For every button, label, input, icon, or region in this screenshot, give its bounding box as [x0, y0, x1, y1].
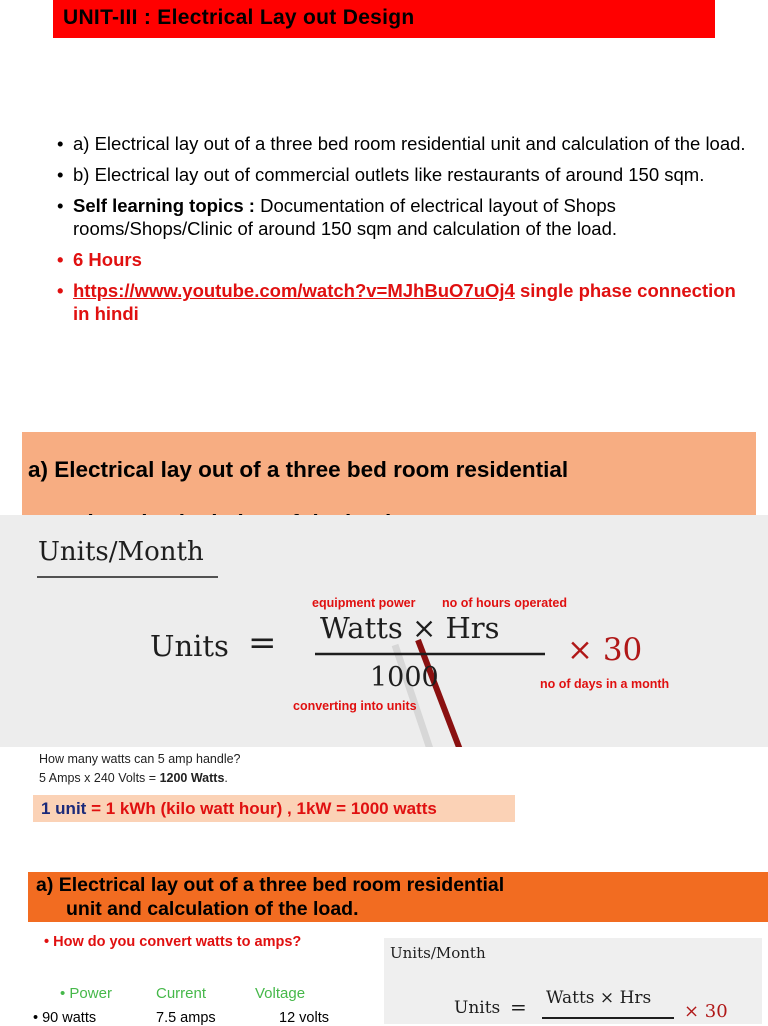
board-lhs: Units: [150, 629, 229, 663]
convert-question: [44, 934, 301, 950]
header-voltage: Voltage: [255, 985, 306, 1002]
note-days-month: no of days in a month: [540, 677, 670, 691]
board2-lhs: Units: [454, 998, 501, 1018]
slide3-title-line2: unit and calculation of the load.: [66, 898, 359, 920]
slide2-title-line1: a) Electrical lay out of a three bed room residential: [28, 457, 569, 482]
formula-board-image: [0, 515, 768, 747]
unit-definition-text: = 1 kWh (kilo watt hour) , 1kW = 1000 watts: [86, 799, 437, 818]
convert-question-text: How do you convert watts to amps?: [53, 934, 302, 950]
slide1-title: UNIT-III : Electrical Lay out Design: [53, 0, 715, 38]
bullet-hours: • 6 Hours: [57, 249, 142, 270]
bullet-b-text: b) Electrical lay out of commercial outlets like restaurants of around 150 sqm.: [73, 164, 705, 185]
convert-question-bullet: •: [44, 934, 54, 950]
hours-text: 6 Hours: [73, 249, 142, 270]
header-current: Current: [156, 985, 207, 1002]
info-calculation: [39, 771, 228, 785]
board2-numerator: Watts × Hrs: [546, 988, 652, 1008]
note-equipment-power: equipment power: [312, 596, 416, 610]
link-suffix: single phase connection in hindi: [73, 280, 736, 324]
row-power-text: 90 watts: [42, 1010, 97, 1026]
info-calc-result: 1200 Watts: [159, 771, 225, 785]
board-heading: Units/Month: [38, 537, 204, 567]
board2-equals: =: [510, 995, 527, 1019]
bullet-link: • https://www.youtube.com/watch?v=MJhBuO7uOj4 single phase connection in hindi: [57, 280, 736, 324]
bullet-self-learning: • Self learning topics : Documentation of electrical layout of Shops rooms/Shops/Clinic of around 150 sqm and calculation of the load.: [57, 195, 618, 239]
info-calc-prefix: 5 Amps x 240 Volts =: [39, 771, 160, 785]
row-current: 7.5 amps: [156, 1010, 216, 1026]
slide3-title-line1: a) Electrical lay out of a three bed room residential: [36, 874, 505, 896]
note-hours-operated: no of hours operated: [442, 596, 567, 610]
row-voltage: 12 volts: [279, 1010, 329, 1026]
bullet-a-text: a) Electrical lay out of a three bed room residential unit and calculation of the load.: [73, 133, 746, 154]
formula-board-image-small: [384, 938, 762, 1024]
header-power-text: Power: [69, 985, 112, 1002]
board-denominator: 1000: [370, 662, 439, 693]
board2-heading: Units/Month: [390, 944, 486, 962]
info-question: How many watts can 5 amp handle?: [39, 752, 241, 766]
board2-multiplier: × 30: [684, 1001, 728, 1022]
unit-definition-box: [33, 795, 515, 822]
unit-label: 1 unit: [41, 799, 87, 818]
self-learning-label: Self learning topics :: [73, 195, 255, 216]
row-power: • 90 watts: [33, 1010, 97, 1026]
note-converting-units: converting into units: [293, 699, 417, 713]
youtube-link[interactable]: https://www.youtube.com/watch?v=MJhBuO7uOj4: [73, 280, 515, 301]
header-power: • Power: [60, 985, 112, 1002]
self-learning-text: Documentation of electrical layout of Shops rooms/Shops/Clinic of around 150 sqm and calculation of the load.: [73, 195, 618, 239]
bullet-b: • b) Electrical lay out of commercial outlets like restaurants of around 150 sqm.: [57, 164, 705, 185]
board-equals: =: [248, 623, 277, 663]
slide1-bullet-list: [57, 132, 747, 333]
bullet-a: • a) Electrical lay out of a three bed room residential unit and calculation of the load.: [57, 133, 746, 154]
info-calc-end: .: [224, 771, 228, 785]
board-numerator: Watts × Hrs: [320, 611, 500, 645]
board-multiplier: × 30: [567, 632, 643, 668]
